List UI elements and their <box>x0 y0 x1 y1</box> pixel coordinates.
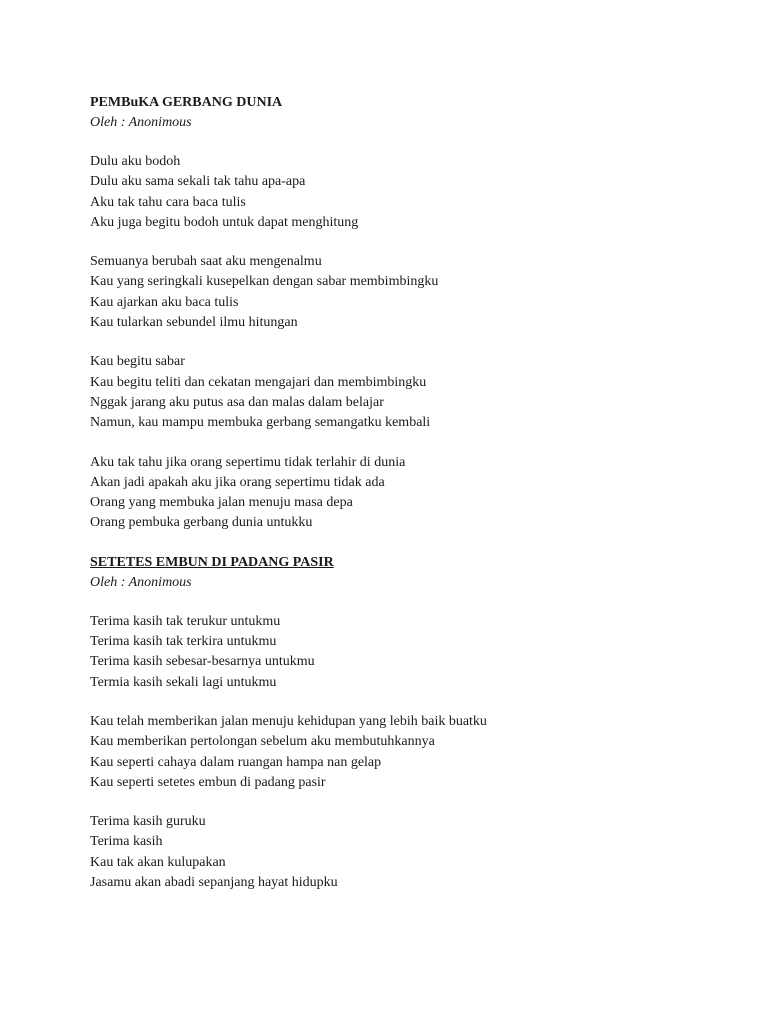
stanza <box>90 612 730 693</box>
stanza <box>90 812 730 893</box>
poem-line: Jasamu akan abadi sepanjang hayat hidupku <box>90 875 338 891</box>
document-page <box>90 93 730 893</box>
poem-line: Kau ajarkan aku baca tulis <box>90 294 239 310</box>
poem-line: Terima kasih tak terukur untukmu <box>90 613 281 629</box>
poem-line: Terima kasih <box>90 834 163 850</box>
poem-line: Kau tularkan sebundel ilmu hitungan <box>90 315 298 331</box>
poem-line: Dulu aku bodoh <box>90 154 181 169</box>
poem-title: PEMBuKA GERBANG DUNIA <box>90 95 283 110</box>
poem-setetes-embun <box>90 553 730 894</box>
poem-line: Kau tak akan kulupakan <box>90 854 226 870</box>
poem-line: Kau telah memberikan jalan menuju kehidupan yang lebih baik buatku <box>90 713 487 729</box>
poem-line: Terima kasih tak terkira untukmu <box>90 634 277 650</box>
poem-line: Namun, kau mampu membuka gerbang semangatku kembali <box>90 415 431 431</box>
poem-line: Aku tak tahu jika orang sepertimu tidak terlahir di dunia <box>90 454 406 470</box>
poem-line: Semuanya berubah saat aku mengenalmu <box>90 254 322 270</box>
poem-line: Terima kasih sebesar-besarnya untukmu <box>90 654 315 670</box>
poem-line: Orang yang membuka jalan menuju masa depa <box>90 495 353 511</box>
stanza <box>90 352 730 433</box>
poem-line: Termia kasih sekali lagi untukmu <box>90 674 277 690</box>
poem-line: Kau seperti cahaya dalam ruangan hampa nan gelap <box>90 754 382 770</box>
stanza <box>90 453 730 534</box>
poem-line: Kau seperti setetes embun di padang pasir <box>90 774 326 790</box>
poem-line: Terima kasih guruku <box>90 814 206 830</box>
poem-line: Aku tak tahu cara baca tulis <box>90 194 246 210</box>
poem-line: Kau begitu teliti dan cekatan mengajari dan membimbingku <box>90 374 427 390</box>
poem-author: Oleh : Anonimous <box>90 574 192 590</box>
poem-line: Orang pembuka gerbang dunia untukku <box>90 515 313 531</box>
poem-pembuka-gerbang-dunia <box>90 93 730 534</box>
stanza <box>90 252 730 333</box>
stanza <box>90 712 730 793</box>
poem-title: SETETES EMBUN DI PADANG PASIR <box>90 554 334 570</box>
poem-line: Aku juga begitu bodoh untuk dapat menghitung <box>90 214 359 230</box>
poem-line: Nggak jarang aku putus asa dan malas dalam belajar <box>90 394 384 410</box>
stanza <box>90 152 730 233</box>
poem-line: Kau begitu sabar <box>90 354 185 370</box>
poem-author: Oleh : Anonimous <box>90 115 192 130</box>
poem-line: Akan jadi apakah aku jika orang sepertimu tidak ada <box>90 474 385 490</box>
poem-line: Kau memberikan pertolongan sebelum aku membutuhkannya <box>90 734 435 750</box>
poem-line: Kau yang seringkali kusepelkan dengan sabar membimbingku <box>90 274 439 290</box>
poem-line: Dulu aku sama sekali tak tahu apa-apa <box>90 174 306 190</box>
